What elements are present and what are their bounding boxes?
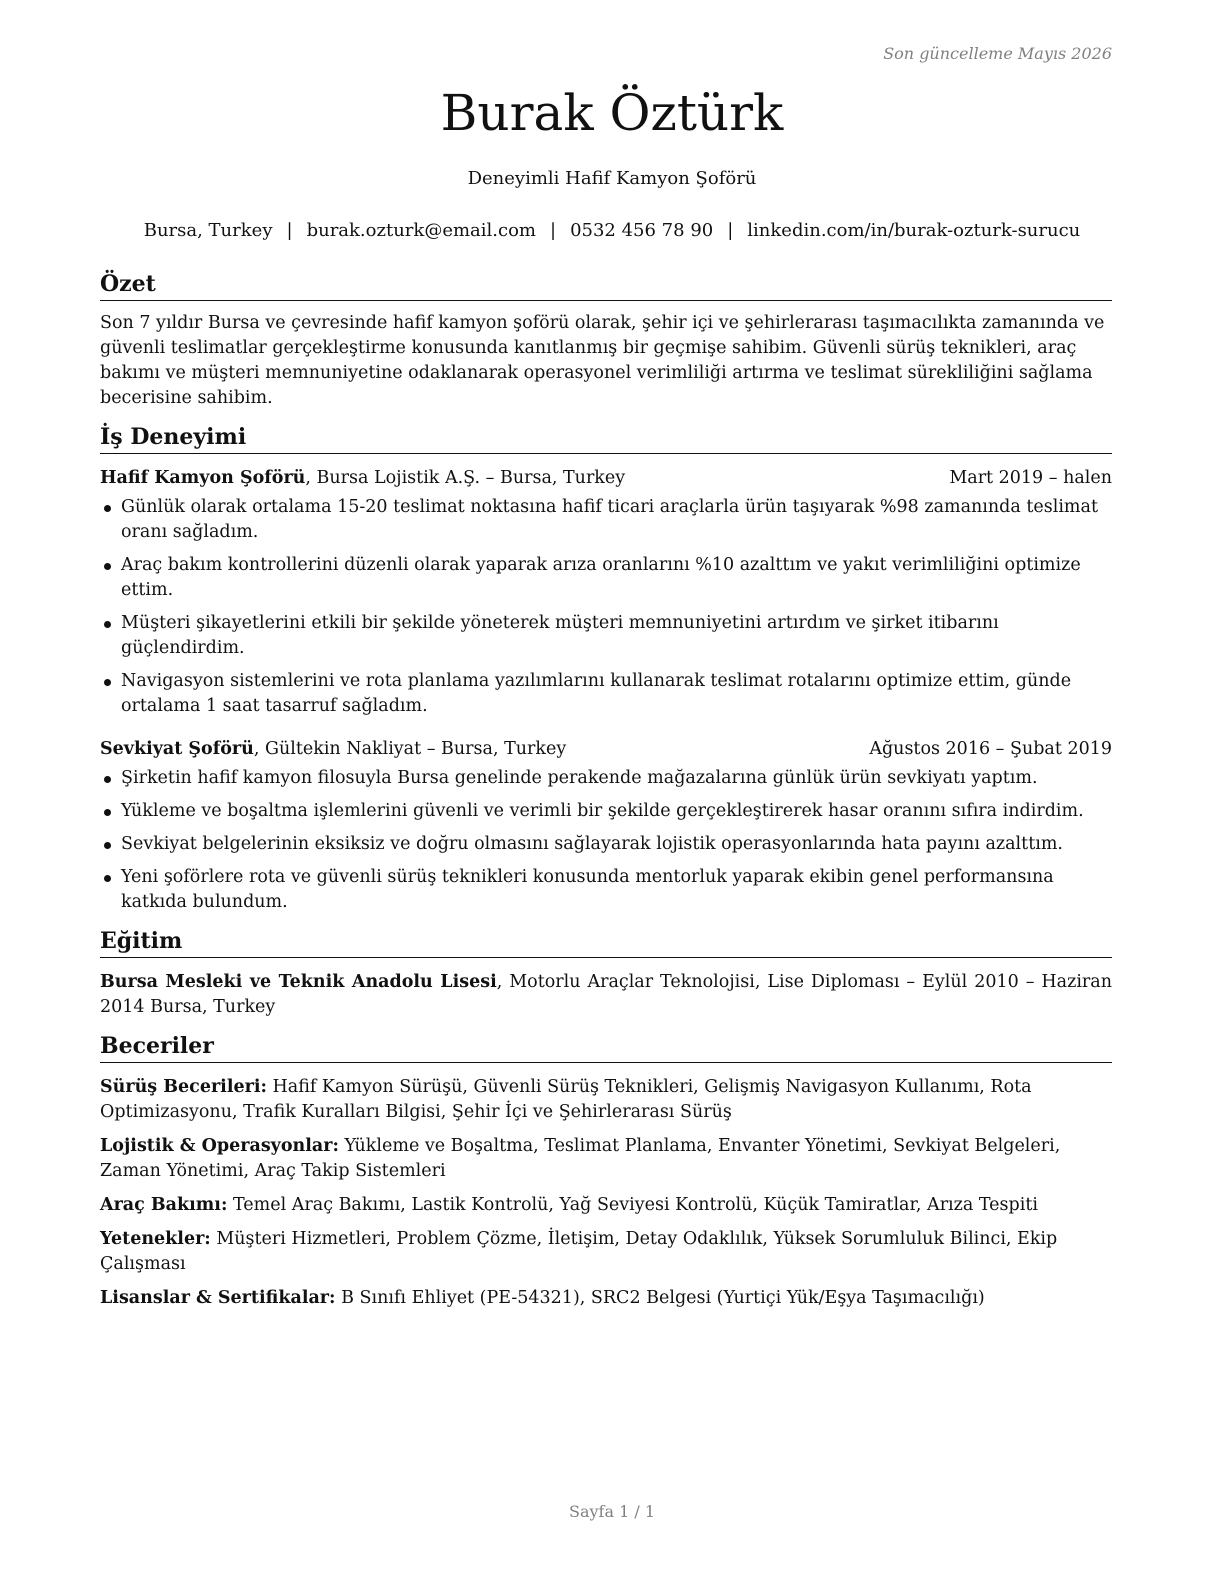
section-title-skills: Beceriler: [100, 1032, 1112, 1063]
skill-label: Yetenekler:: [100, 1229, 211, 1249]
summary-section: [100, 270, 1112, 411]
skill-row: [100, 1075, 1112, 1125]
job-bullet: Şirketin hafif kamyon filosuyla Bursa genelinde perakende mağazalarına günlük ürün sevkiyatı yaptım.: [100, 766, 1112, 791]
education-entry: [100, 970, 1112, 1020]
skill-value: Temel Araç Bakımı, Lastik Kontrolü, Yağ Seviyesi Kontrolü, Küçük Tamiratlar, Arıza Tespiti: [227, 1195, 1038, 1215]
job-role-company: [100, 737, 566, 762]
contact-separator: |: [286, 220, 293, 241]
job-dates: Mart 2019 – halen: [949, 468, 1112, 488]
job-bullet: Araç bakım kontrollerini düzenli olarak yaparak arıza oranlarını %10 azalttım ve yakıt verimliliğini optimize ettim.: [100, 553, 1112, 603]
section-title-summary: Özet: [100, 270, 1112, 301]
skill-value: B Sınıfı Ehliyet (PE-54321), SRC2 Belgesi (Yurtiçi Yük/Eşya Taşımacılığı): [335, 1288, 985, 1308]
skill-row: [100, 1134, 1112, 1184]
education-school: Bursa Mesleki ve Teknik Anadolu Lisesi: [100, 972, 497, 992]
job-header: [100, 737, 1112, 762]
job-role: Sevkiyat Şoförü: [100, 739, 254, 759]
candidate-name: Burak Öztürk: [440, 84, 784, 142]
contact-email[interactable]: burak.ozturk@email.com: [306, 220, 536, 241]
skill-label: Sürüş Becerileri:: [100, 1077, 267, 1097]
section-title-experience: İş Deneyimi: [100, 423, 1112, 454]
job-entry: [100, 737, 1112, 915]
job-role: Hafif Kamyon Şoförü: [100, 468, 306, 488]
contact-separator: |: [550, 220, 557, 241]
job-bullet: Sevkiyat belgelerinin eksiksiz ve doğru olmasını sağlayarak lojistik operasyonlarında hata payını azalttım.: [100, 832, 1112, 857]
skill-row: [100, 1227, 1112, 1277]
section-title-education: Eğitim: [100, 927, 1112, 958]
page-number: Sayfa 1 / 1: [568, 1502, 655, 1521]
summary-text: Son 7 yıldır Bursa ve çevresinde hafif kamyon şoförü olarak, şehir içi ve şehirlerarası taşımacılıkta zamanında ve güvenli teslimatlar gerçekleştirme konusunda kanıtlanmış bir geçmişe sahibim. Güvenli sürüş teknikleri, araç bakımı ve müşteri memnuniyetine odaklanarak operasyonel verimliliği artırma ve teslimat sürekliliğini sağlama becerisine sahibim.: [100, 313, 1105, 408]
job-bullets: [100, 766, 1112, 915]
job-bullet: Navigasyon sistemlerini ve rota planlama yazılımlarını kullanarak teslimat rotalarını optimize ettim, günde ortalama 1 saat tasarruf sağladım.: [100, 669, 1112, 719]
skill-row: [100, 1286, 1112, 1311]
job-bullet: Günlük olarak ortalama 15-20 teslimat noktasına hafif ticari araçlarla ürün taşıyarak %98 zamanında teslimat oranı sağladım.: [100, 495, 1112, 545]
job-bullet: Yeni şoförlere rota ve güvenli sürüş teknikleri konusunda mentorluk yaparak ekibin genel performansına katkıda bulundum.: [100, 865, 1112, 915]
education-section: [100, 927, 1112, 1020]
job-company: , Gültekin Nakliyat – Bursa, Turkey: [253, 739, 567, 759]
job-dates: Ağustos 2016 – Şubat 2019: [869, 739, 1112, 759]
resume-body: [100, 270, 1112, 1323]
contact-line: [0, 220, 1224, 241]
job-header: [100, 466, 1112, 491]
last-updated-note: Son güncelleme Mayıs 2026: [883, 44, 1112, 63]
job-bullet: Müşteri şikayetlerini etkili bir şekilde yöneterek müşteri memnuniyetini artırdım ve şirket itibarını güçlendirdim.: [100, 611, 1112, 661]
experience-section: [100, 423, 1112, 915]
skills-section: [100, 1032, 1112, 1311]
job-entry: [100, 466, 1112, 719]
skill-value: Hafif Kamyon Sürüşü, Güvenli Sürüş Teknikleri, Gelişmiş Navigasyon Kullanımı, Rota Optimizasyonu, Trafik Kuralları Bilgisi, Şehir İçi ve Şehirlerarası Sürüş: [100, 1077, 1032, 1122]
job-company: , Bursa Lojistik A.Ş. – Bursa, Turkey: [305, 468, 626, 488]
job-bullets: [100, 495, 1112, 719]
skill-label: Araç Bakımı:: [100, 1195, 228, 1215]
skill-value: Müşteri Hizmetleri, Problem Çözme, İletişim, Detay Odaklılık, Yüksek Sorumluluk Bilinci, Ekip Çalışması: [100, 1229, 1058, 1274]
education-details: , Motorlu Araçlar Teknolojisi, Lise Diploması – Eylül 2010 – Haziran 2014 Bursa, Turkey: [100, 972, 1113, 1017]
contact-phone: 0532 456 78 90: [570, 220, 714, 241]
skill-label: Lojistik & Operasyonlar:: [100, 1136, 339, 1156]
skill-label: Lisanslar & Sertifikalar:: [100, 1288, 336, 1308]
skill-row: [100, 1193, 1112, 1218]
job-role-company: [100, 466, 625, 491]
job-bullet: Yükleme ve boşaltma işlemlerini güvenli ve verimli bir şekilde gerçekleştirerek hasar oranını sıfıra indirdim.: [100, 799, 1112, 824]
candidate-title: Deneyimli Hafif Kamyon Şoförü: [467, 168, 757, 189]
skill-value: Yükleme ve Boşaltma, Teslimat Planlama, Envanter Yönetimi, Sevkiyat Belgeleri, Zaman Yönetimi, Araç Takip Sistemleri: [100, 1136, 1061, 1181]
contact-separator: |: [727, 220, 734, 241]
contact-location: Bursa, Turkey: [143, 220, 273, 241]
contact-linkedin[interactable]: linkedin.com/in/burak-ozturk-surucu: [747, 220, 1081, 241]
